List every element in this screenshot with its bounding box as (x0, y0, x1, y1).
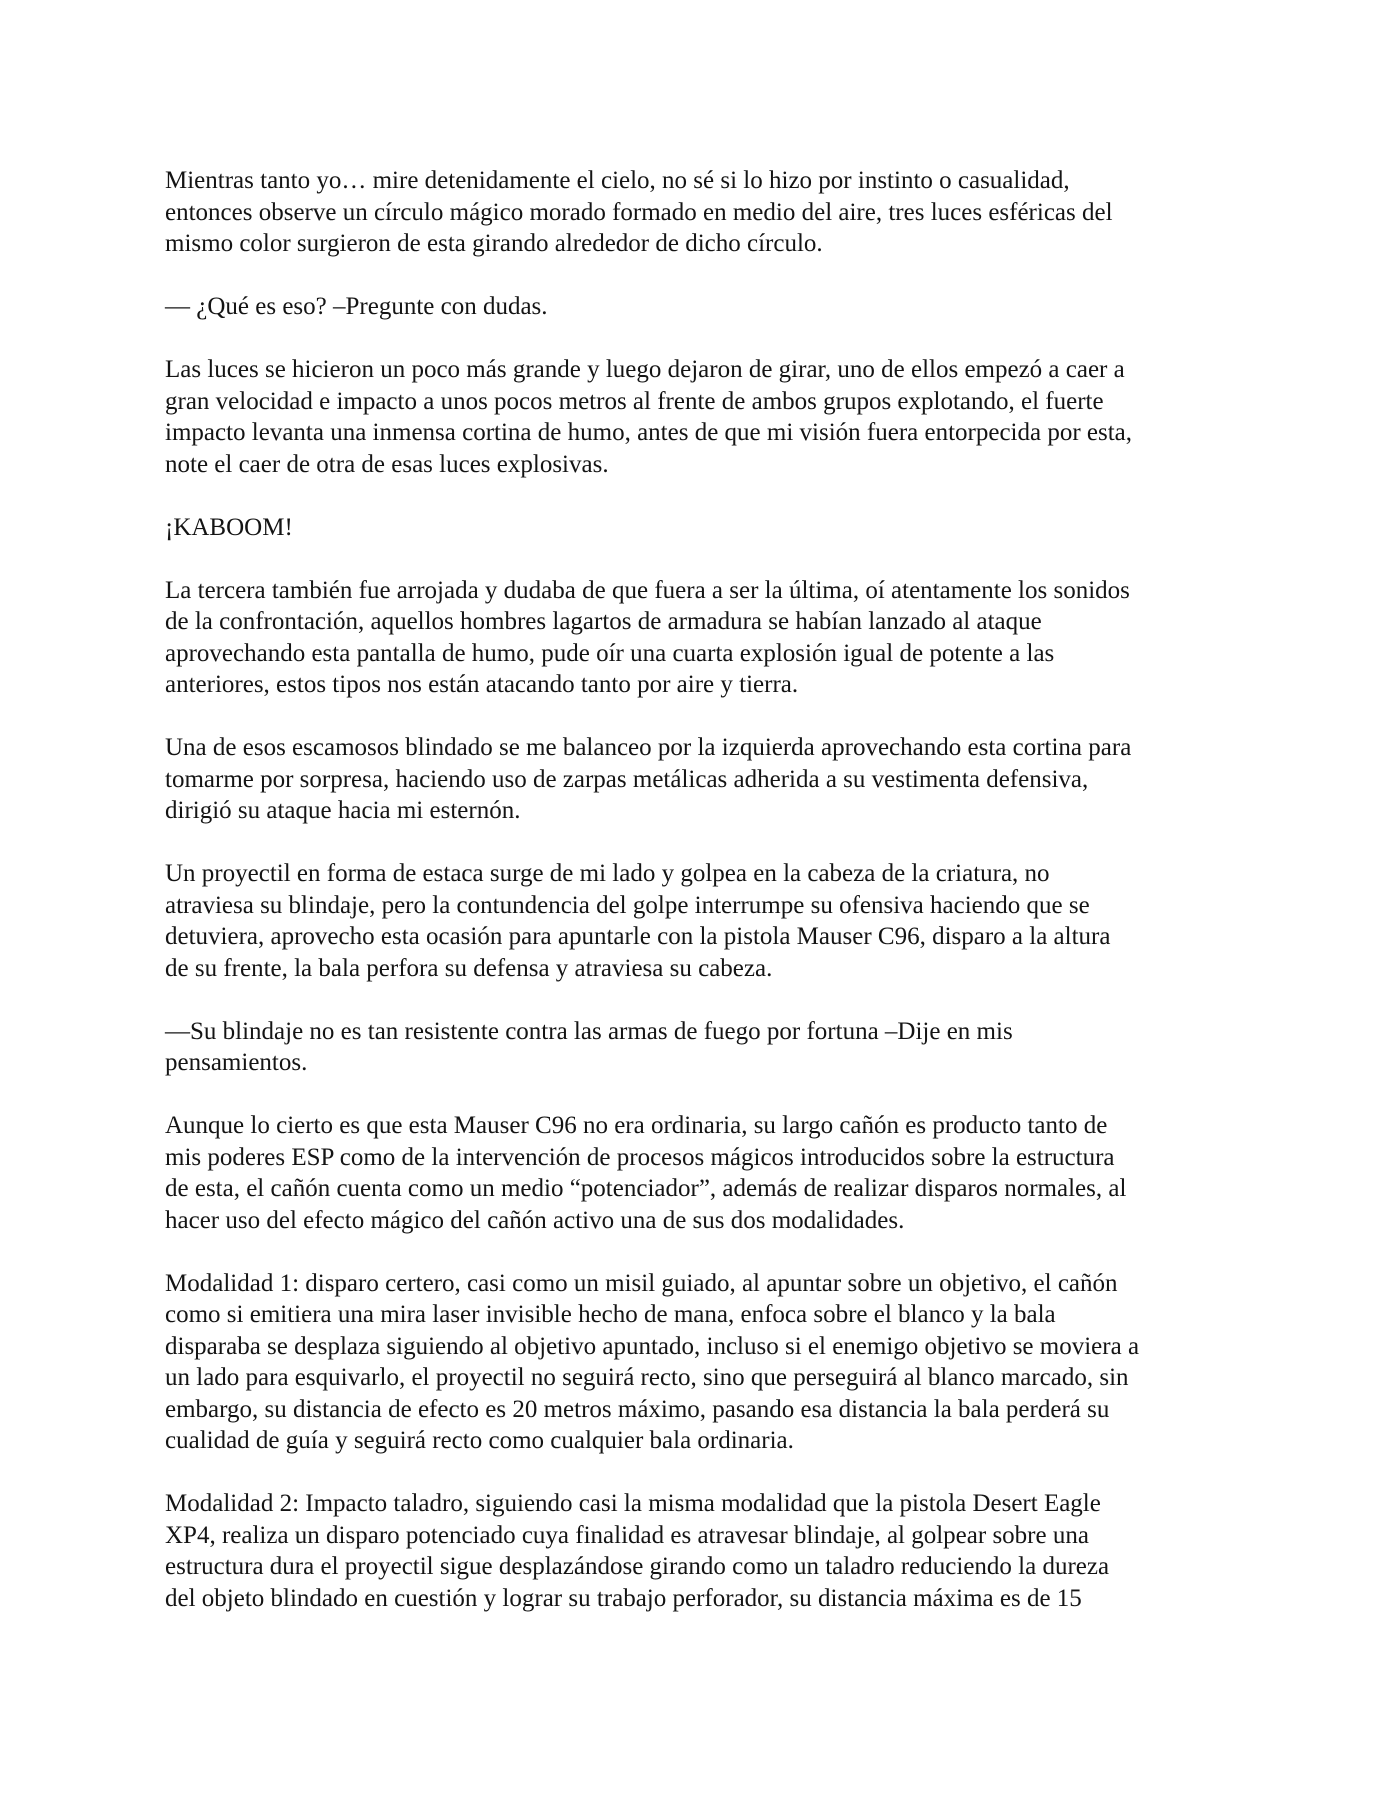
text-line: XP4, realiza un disparo potenciado cuya finalidad es atravesar blindaje, al golpear sobre una (165, 1521, 1089, 1549)
paragraph (165, 165, 1250, 260)
text-line: como si emitiera una mira laser invisible hecho de mana, enfoca sobre el blanco y la bala (165, 1301, 1056, 1328)
dialogue-paragraph (165, 291, 1250, 323)
sound-effect-paragraph (165, 512, 1250, 544)
text-line: — ¿Qué es eso? –Pregunte con dudas. (165, 293, 548, 320)
text-line: cualidad de guía y seguirá recto como cualquier bala ordinaria. (165, 1427, 794, 1454)
text-line: aprovechando esta pantalla de humo, pude oír una cuarta explosión igual de potente a las (165, 639, 1055, 667)
text-line: de esta, el cañón cuenta como un medio “potenciador”, además de realizar disparos normales, al (165, 1175, 1127, 1202)
text-line: Aunque lo cierto es que esta Mauser C96 no era ordinaria, su largo cañón es producto tanto de (165, 1112, 1108, 1139)
text-line: de la confrontación, aquellos hombres lagartos de armadura se habían lanzado al ataque (165, 608, 1042, 635)
text-line: detuviera, aprovecho esta ocasión para apuntarle con la pistola Mauser C96, disparo a la altura (165, 923, 1111, 950)
paragraph (165, 1268, 1250, 1457)
text-line: Una de esos escamosos blindado se me balanceo por la izquierda aprovechando esta cortina para (165, 734, 1132, 761)
text-line: Las luces se hicieron un poco más grande y luego dejaron de girar, uno de ellos empezó a caer a (165, 356, 1125, 383)
text-line: Un proyectil en forma de estaca surge de mi lado y golpea en la cabeza de la criatura, no (165, 860, 1050, 887)
text-line: Modalidad 2: Impacto taladro, siguiendo casi la misma modalidad que la pistola Desert Eagle (165, 1490, 1101, 1517)
body-text (165, 165, 1250, 1646)
text-line: note el caer de otra de esas luces explosivas. (165, 450, 609, 478)
paragraph (165, 1488, 1250, 1614)
paragraph (165, 354, 1250, 480)
text-line: mis poderes ESP como de la intervención de procesos mágicos introducidos sobre la estructura (165, 1143, 1115, 1171)
text-line: La tercera también fue arrojada y dudaba de que fuera a ser la última, oí atentamente los sonidos (165, 576, 1130, 604)
text-line: impacto levanta una inmensa cortina de humo, antes de que mi visión fuera entorpecida por esta, (165, 419, 1133, 446)
text-line: estructura dura el proyectil sigue desplazándose girando como un taladro reduciendo la dureza (165, 1553, 1110, 1580)
text-line: anteriores, estos tipos nos están atacando tanto por aire y tierra. (165, 671, 799, 698)
text-line: ¡KABOOM! (165, 513, 293, 541)
paragraph (165, 858, 1250, 984)
dialogue-paragraph (165, 1016, 1250, 1079)
text-line: gran velocidad e impacto a unos pocos metros al frente de ambos grupos explotando, el fuerte (165, 387, 1104, 415)
text-line: Modalidad 1: disparo certero, casi como un misil guiado, al apuntar sobre un objetivo, el cañón (165, 1269, 1118, 1297)
paragraph (165, 575, 1250, 701)
text-line: Mientras tanto yo… mire detenidamente el cielo, no sé si lo hizo por instinto o casualidad, (165, 167, 1070, 194)
text-line: un lado para esquivarlo, el proyectil no seguirá recto, sino que perseguirá al blanco marcado, sin (165, 1364, 1129, 1391)
paragraph (165, 1110, 1250, 1236)
text-line: de su frente, la bala perfora su defensa y atraviesa su cabeza. (165, 954, 773, 982)
text-line: —Su blindaje no es tan resistente contra las armas de fuego por fortuna –Dije en mis (165, 1017, 1013, 1045)
text-line: embargo, su distancia de efecto es 20 metros máximo, pasando esa distancia la bala perderá su (165, 1395, 1110, 1423)
text-line: mismo color surgieron de esta girando alrededor de dicho círculo. (165, 230, 823, 257)
text-line: pensamientos. (165, 1049, 308, 1076)
text-line: entonces observe un círculo mágico morado formado en medio del aire, tres luces esféricas del (165, 198, 1113, 226)
paragraph (165, 732, 1250, 827)
text-line: hacer uso del efecto mágico del cañón activo una de sus dos modalidades. (165, 1206, 905, 1234)
text-line: atraviesa su blindaje, pero la contundencia del golpe interrumpe su ofensiva haciendo que se (165, 891, 1090, 919)
text-line: tomarme por sorpresa, haciendo uso de zarpas metálicas adherida a su vestimenta defensiva, (165, 765, 1089, 793)
text-line: del objeto blindado en cuestión y lograr su trabajo perforador, su distancia máxima es de 15 (165, 1584, 1082, 1612)
text-line: disparaba se desplaza siguiendo al objetivo apuntado, incluso si el enemigo objetivo se moviera a (165, 1332, 1140, 1360)
text-line: dirigió su ataque hacia mi esternón. (165, 797, 521, 824)
